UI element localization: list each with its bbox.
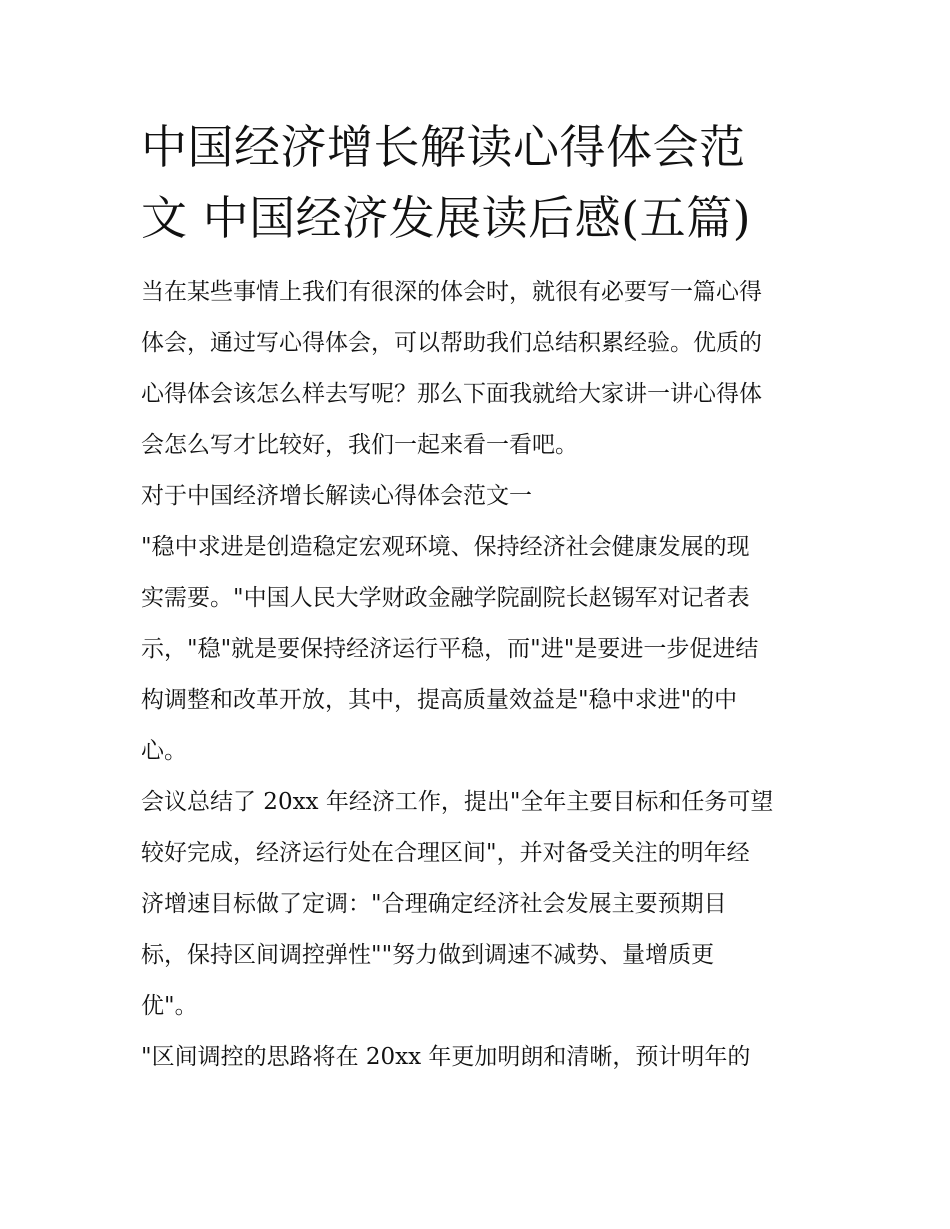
text-line: 示，"稳"就是要保持经济运行平稳，而"进"是要进一步促进结 — [141, 636, 759, 662]
text-line: "稳中求进是创造稳定宏观环境、保持经济社会健康发展的现 — [141, 534, 750, 560]
document-title — [141, 112, 821, 254]
text-line: 实需要。"中国人民大学财政金融学院副院长赵锡军对记者表 — [141, 585, 750, 611]
text-line: 优"。 — [141, 993, 198, 1019]
text-line: 会议总结了 20xx 年经济工作，提出"全年主要目标和任务可望 — [141, 789, 774, 815]
intro-paragraph — [141, 267, 821, 471]
document-body — [141, 112, 821, 1083]
text-line: 当在某些事情上我们有很深的体会时，就很有必要写一篇心得 — [141, 279, 762, 305]
text-line: 心。 — [141, 738, 187, 764]
text-line: 济增速目标做了定调："合理确定经济社会发展主要预期目 — [141, 891, 727, 917]
body-paragraph — [141, 777, 821, 1032]
text-line: 心得体会该怎么样去写呢？那么下面我就给大家讲一讲心得体 — [141, 381, 762, 407]
text-line: 构调整和改革开放，其中，提高质量效益是"稳中求进"的中 — [141, 687, 738, 713]
text-line: 体会，通过写心得体会，可以帮助我们总结积累经验。优质的 — [141, 330, 762, 356]
text-line: 会怎么写才比较好，我们一起来看一看吧。 — [141, 432, 578, 458]
text-line: 对于中国经济增长解读心得体会范文一 — [141, 483, 532, 509]
body-paragraph — [141, 1032, 821, 1083]
text-line: "区间调控的思路将在 20xx 年更加明朗和清晰，预计明年的 — [141, 1044, 751, 1070]
text-line: 较好完成，经济运行处在合理区间"，并对备受关注的明年经 — [141, 840, 750, 866]
title-line: 文 中国经济发展读后感(五篇) — [141, 191, 752, 245]
text-line: 标，保持区间调控弹性""努力做到调速不减势、量增质更 — [141, 942, 715, 968]
title-line: 中国经济增长解读心得体会范 — [141, 120, 746, 174]
body-paragraph — [141, 522, 821, 777]
section-heading — [141, 471, 821, 522]
